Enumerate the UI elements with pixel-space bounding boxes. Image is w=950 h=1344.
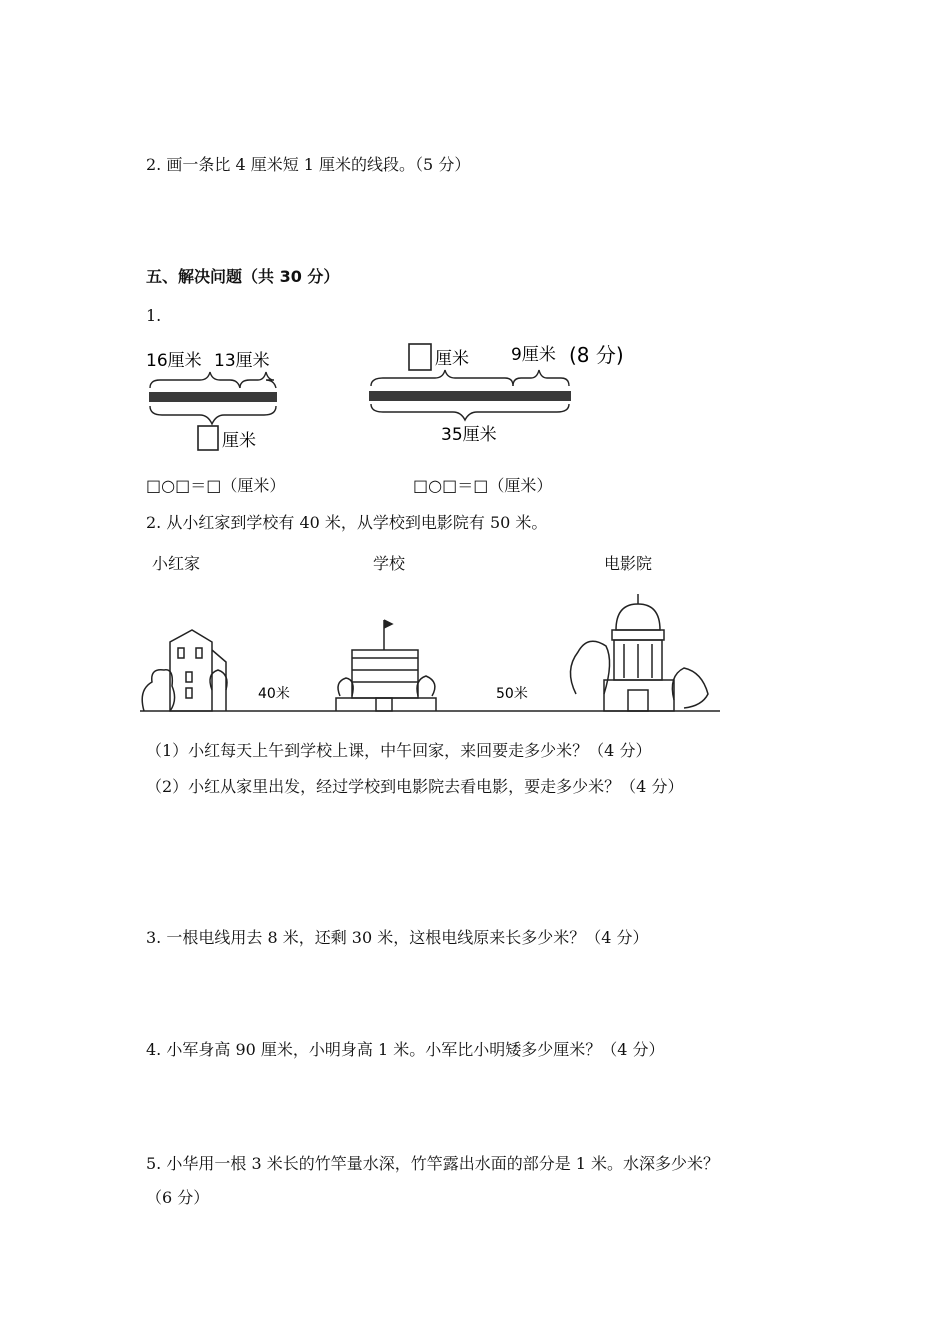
- right-label-box: 厘米: [435, 349, 469, 369]
- right-label-9cm: 9厘米: [511, 345, 556, 365]
- equation-left: □○□＝□（厘米）: [146, 476, 286, 495]
- question-draw-line: 2. 画一条比 4 厘米短 1 厘米的线段。（5 分）: [146, 155, 471, 174]
- right-bar: [369, 391, 571, 401]
- question-4: 4. 小军身高 90 厘米，小明身高 1 米。小军比小明矮多少厘米？（4 分）: [146, 1040, 665, 1059]
- segment-diagram-left: [140, 340, 290, 455]
- question-2: 2. 从小红家到学校有 40 米，从学校到电影院有 50 米。: [146, 513, 548, 532]
- equation-right: □○□＝□（厘米）: [413, 476, 553, 495]
- left-bar: [149, 392, 277, 402]
- distance-school-cinema: 50米: [496, 686, 528, 702]
- distance-home-school: 40米: [258, 686, 290, 702]
- house-illustration: [142, 630, 227, 711]
- right-answer-box: [409, 344, 431, 370]
- left-answer-box: [198, 426, 218, 450]
- question-1-number: 1.: [146, 306, 162, 325]
- left-brace-bottom: [150, 406, 276, 424]
- question-5-score: （6 分）: [146, 1188, 210, 1207]
- left-label-16cm: 16厘米: [146, 351, 202, 371]
- place-label-school: 学校: [373, 554, 406, 573]
- cinema-illustration: [570, 594, 708, 711]
- question-3: 3. 一根电线用去 8 米，还剩 30 米，这根电线原来长多少米？（4 分）: [146, 928, 649, 947]
- right-score: (8 分): [569, 343, 624, 367]
- section-title: 五、解决问题（共 30 分）: [146, 267, 340, 286]
- question-2-sub-2: （2）小红从家里出发，经过学校到电影院去看电影，要走多少米？（4 分）: [146, 777, 684, 796]
- right-brace-bottom: [371, 404, 569, 420]
- segment-diagram-right: [365, 338, 645, 450]
- right-brace-top-b: [513, 370, 569, 386]
- left-label-bottom: 厘米: [222, 431, 256, 451]
- place-label-home: 小红家: [152, 554, 201, 573]
- left-brace-top-b: [240, 372, 276, 388]
- school-illustration: [336, 620, 436, 711]
- right-brace-top-a: [371, 370, 513, 386]
- left-brace-top-a: [150, 372, 240, 388]
- question-5: 5. 小华用一根 3 米长的竹竿量水深，竹竿露出水面的部分是 1 米。水深多少米？: [146, 1154, 720, 1173]
- route-illustration: [140, 590, 730, 730]
- left-label-13cm: 13厘米: [214, 351, 270, 371]
- place-label-cinema: 电影院: [604, 554, 653, 573]
- right-label-total: 35厘米: [441, 425, 497, 445]
- question-2-sub-1: （1）小红每天上午到学校上课，中午回家，来回要走多少米？（4 分）: [146, 741, 652, 760]
